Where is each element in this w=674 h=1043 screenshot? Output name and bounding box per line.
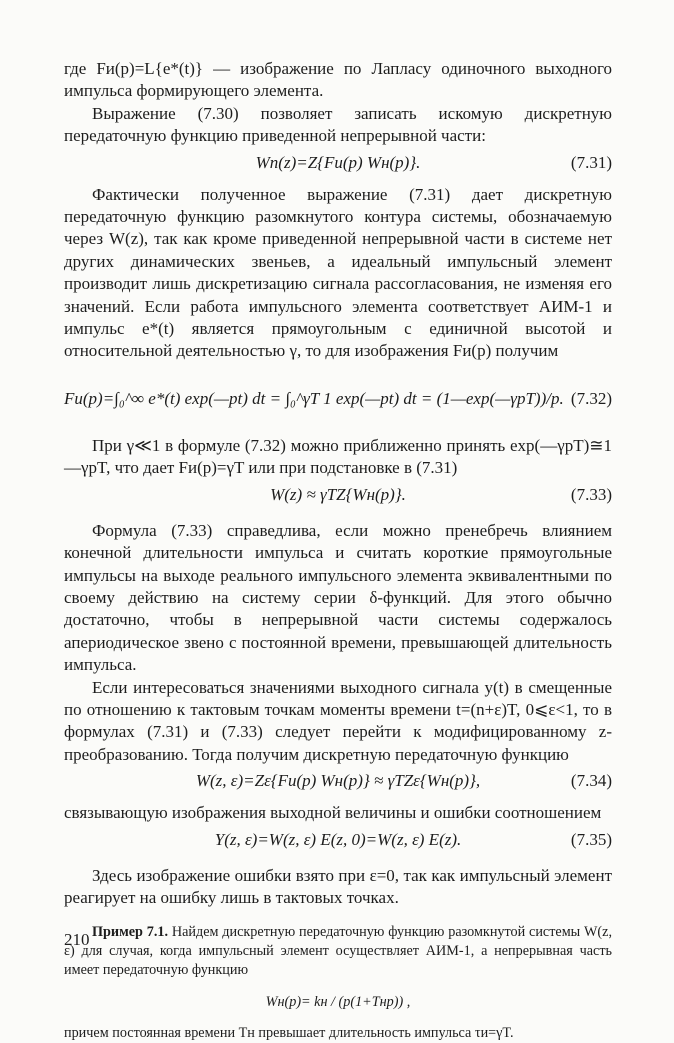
paragraph-1: где Fи(p)=L{e*(t)} — изображение по Лапласу одиночного выходного импульса формирующего элемента. bbox=[64, 59, 612, 101]
example-formula-text: Wн(p)= kн / (p(1+Tнp)) , bbox=[265, 994, 411, 1011]
equation-formula: W(z, ε)=Zε{Fи(p) Wн(p)} ≈ γTZε{Wн(p)}, bbox=[195, 771, 481, 791]
equation-7-32 bbox=[64, 363, 612, 435]
paragraph-8: Здесь изображение ошибки взято при ε=0, так как импульсный элемент реагирует на ошибку лишь в тактовых точках. bbox=[64, 865, 612, 907]
paragraph-6: Если интересоваться значениями выходного сигнала y(t) в смещенные по отношению к тактовым точкам моменты времени t=(n+ε)T, 0⩽ε<1, то в формулах (7.31) и (7.33) следует перейти к модифицированному z-преобразованию. Тогда получим дискретную передаточную функцию bbox=[64, 677, 612, 764]
page-number: 210 bbox=[64, 930, 90, 949]
equation-7-35 bbox=[64, 825, 612, 855]
example-text: Найдем дискретную передаточную функцию разомкнутой системы W(z, ε) для случая, когда импульсный элемент осуществляет АИМ-1, а непрерывная часть имеет передаточную функцию bbox=[64, 924, 612, 979]
equation-formula: Fи(p)=∫₀^∞ e*(t) exp(—pt) dt = ∫₀^γT 1 exp(—pt) dt = (1—exp(—γpT))/p. bbox=[64, 388, 564, 408]
equation-7-31 bbox=[64, 148, 612, 178]
example-block bbox=[64, 923, 612, 1043]
equation-formula: W(z) ≈ γTZ{Wн(p)}. bbox=[270, 484, 406, 504]
equation-7-34 bbox=[64, 766, 612, 796]
equation-number: (7.33) bbox=[570, 484, 612, 504]
example-formula bbox=[64, 980, 612, 1024]
equation-number: (7.32) bbox=[570, 388, 612, 408]
paragraph-3: Фактически полученное выражение (7.31) дает дискретную передаточную функцию разомкнутого контура системы, обозначаемую через W(z), так как кроме приведенной непрерывной части в системе нет других динамических звеньев, а идеальный импульсный элемент производит лишь дискретизацию сигнала рассогласования, не изменяя его значений. Если работа импульсного элемента соответствует АИМ-1 и импульс e*(t) является прямоугольным с единичной высотой и относительной деятельностью γ, то для изображения Fи(p) получим bbox=[64, 184, 612, 361]
example-paragraph bbox=[64, 923, 612, 980]
equation-formula: Wп(z)=Z{Fи(p) Wн(p)}. bbox=[255, 152, 421, 172]
paragraph-7: связывающую изображения выходной величины и ошибки соотношением bbox=[64, 803, 602, 823]
equation-7-33 bbox=[64, 480, 612, 510]
example-lead: Пример 7.1. bbox=[92, 924, 169, 941]
equation-number: (7.31) bbox=[570, 152, 612, 172]
paragraph-5: Формула (7.33) справедлива, если можно пренебречь влиянием конечной длительности импульса и считать короткие прямоугольные импульсы на выходе реального импульсного элемента эквивалентными по своему действию на систему серии δ-функций. Для этого обычно достаточно, чтобы в непрерывной части системы содержалось апериодическое звено с постоянной времени, превышающей длительность импульса. bbox=[64, 520, 612, 675]
example-tail: причем постоянная времени Tн превышает длительность импульса τи=γT. bbox=[64, 1025, 514, 1042]
page-body bbox=[64, 58, 612, 1043]
paragraph-2: Выражение (7.30) позволяет записать искомую дискретную передаточную функцию приведенной непрерывной части: bbox=[64, 103, 612, 146]
equation-formula: Y(z, ε)=W(z, ε) E(z, 0)=W(z, ε) E(z). bbox=[214, 829, 462, 849]
equation-number: (7.34) bbox=[570, 771, 612, 791]
equation-number: (7.35) bbox=[570, 829, 612, 849]
paragraph-4: При γ≪1 в формуле (7.32) можно приближенно принять exp(—γpT)≅1—γpT, что дает Fи(p)=γT или при подстановке в (7.31) bbox=[64, 435, 612, 478]
